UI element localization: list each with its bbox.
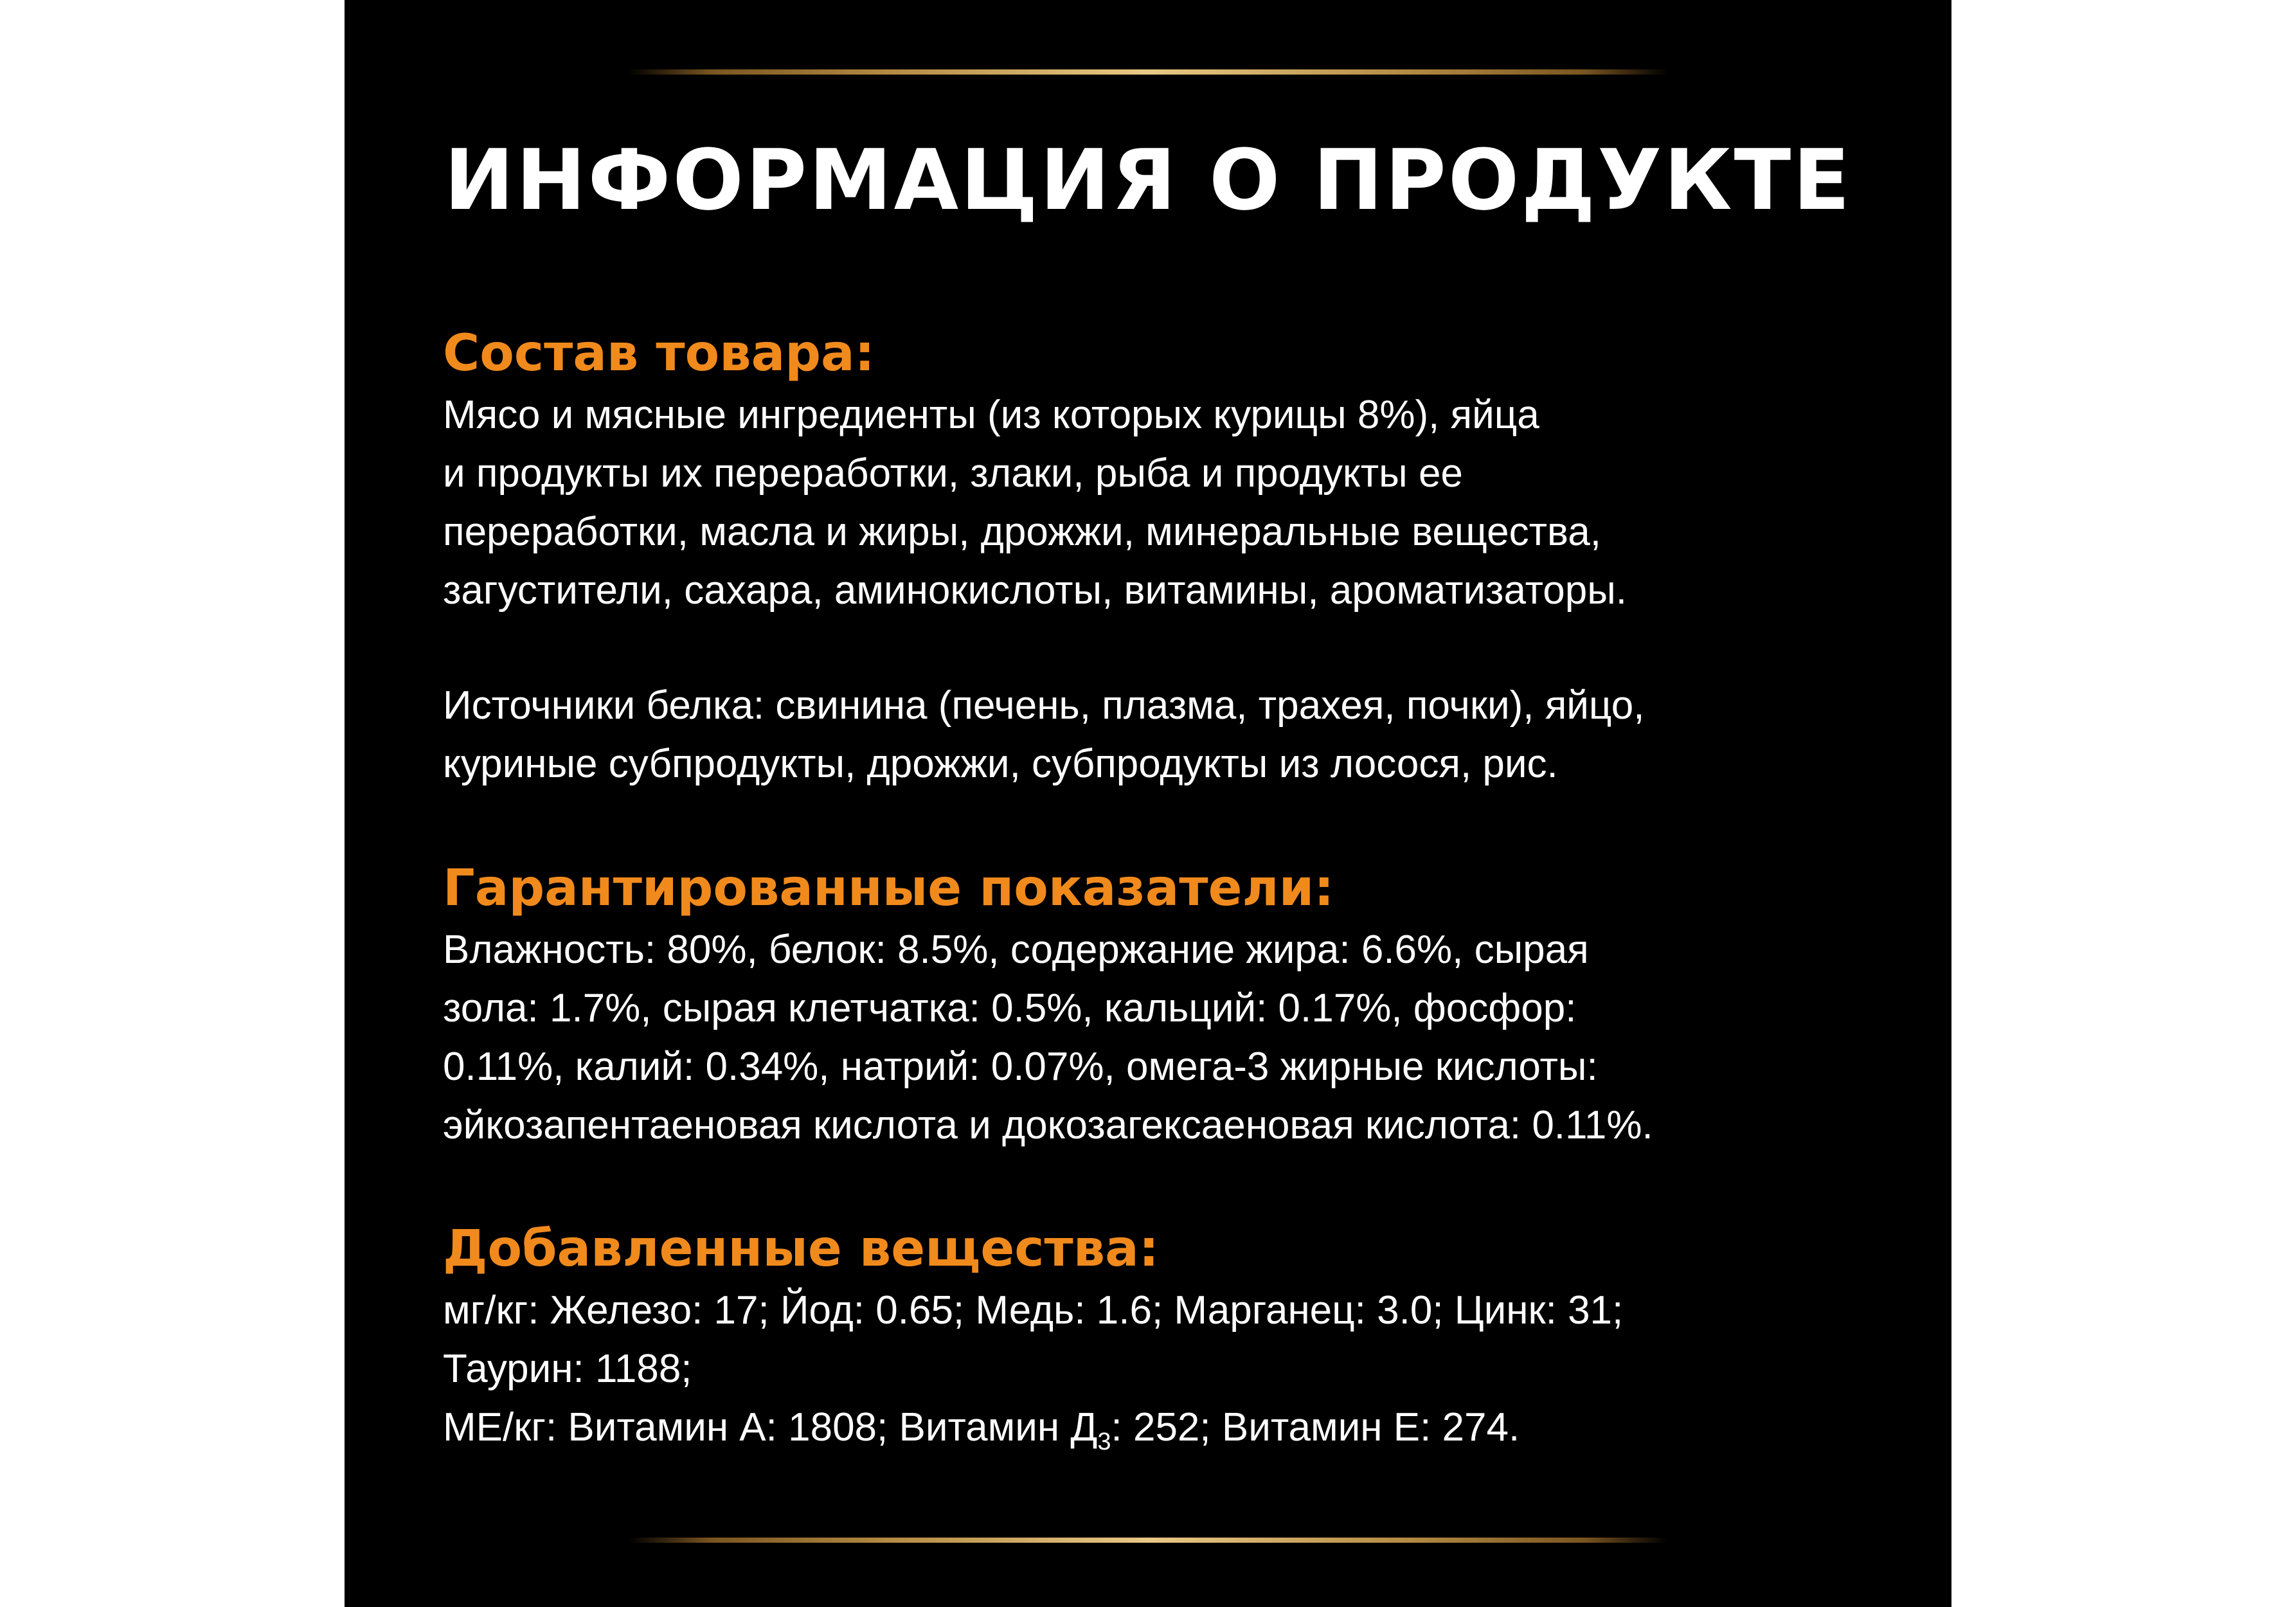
vitamin-d-subscript: 3 (1097, 1428, 1111, 1455)
top-gold-divider (629, 69, 1667, 75)
guaranteed-heading: Гарантированные показатели: (443, 859, 1334, 917)
composition-line: загустители, сахара, аминокислоты, витамины, ароматизаторы. (443, 568, 1628, 613)
composition-line: переработки, масла и жиры, дрожжи, минеральные вещества, (443, 510, 1601, 554)
guaranteed-text (443, 920, 1889, 1154)
vitamins-text: МЕ/кг: Витамин А: 1808; Витамин Д (443, 1405, 1098, 1450)
composition-section (443, 321, 1889, 793)
bottom-gold-divider (629, 1538, 1667, 1543)
guaranteed-line: зола: 1.7%, сырая клетчатка: 0.5%, кальций: 0.17%, фосфор: (443, 986, 1577, 1030)
protein-line: Источники белка: свинина (печень, плазма, трахея, почки), яйцо, (443, 683, 1645, 728)
additives-text (443, 1281, 1889, 1457)
additives-section (443, 1217, 1889, 1457)
page-title: ИНФОРМАЦИЯ О ПРОДУКТЕ (444, 131, 1852, 229)
additives-line-vitamins (443, 1398, 1889, 1457)
composition-line: Мясо и мясные ингредиенты (из которых курицы 8%), яйца (443, 393, 1539, 437)
composition-line: и продукты их переработки, злаки, рыба и продукты ее (443, 451, 1463, 496)
vitamins-text-end: : 252; Витамин Е: 274. (1111, 1405, 1520, 1450)
additives-heading: Добавленные вещества: (443, 1220, 1159, 1278)
protein-line: куриные субпродукты, дрожжи, субпродукты из лосося, рис. (443, 742, 1558, 786)
product-info-panel (345, 0, 1951, 1607)
guaranteed-line: 0.11%, калий: 0.34%, натрий: 0.07%, омега-3 жирные кислоты: (443, 1045, 1598, 1089)
composition-heading: Состав товара: (443, 325, 875, 382)
protein-sources-text (443, 676, 1889, 793)
guaranteed-line: эйкозапентаеновая кислота и докозагексаеновая кислота: 0.11%. (443, 1103, 1653, 1147)
additives-line: мг/кг: Железо: 17; Йод: 0.65; Медь: 1.6; Марганец: 3.0; Цинк: 31; (443, 1288, 1624, 1333)
guaranteed-line: Влажность: 80%, белок: 8.5%, содержание жира: 6.6%, сырая (443, 928, 1589, 972)
guaranteed-section (443, 856, 1889, 1154)
composition-text (443, 386, 1889, 620)
additives-line: Таурин: 1188; (443, 1347, 692, 1391)
